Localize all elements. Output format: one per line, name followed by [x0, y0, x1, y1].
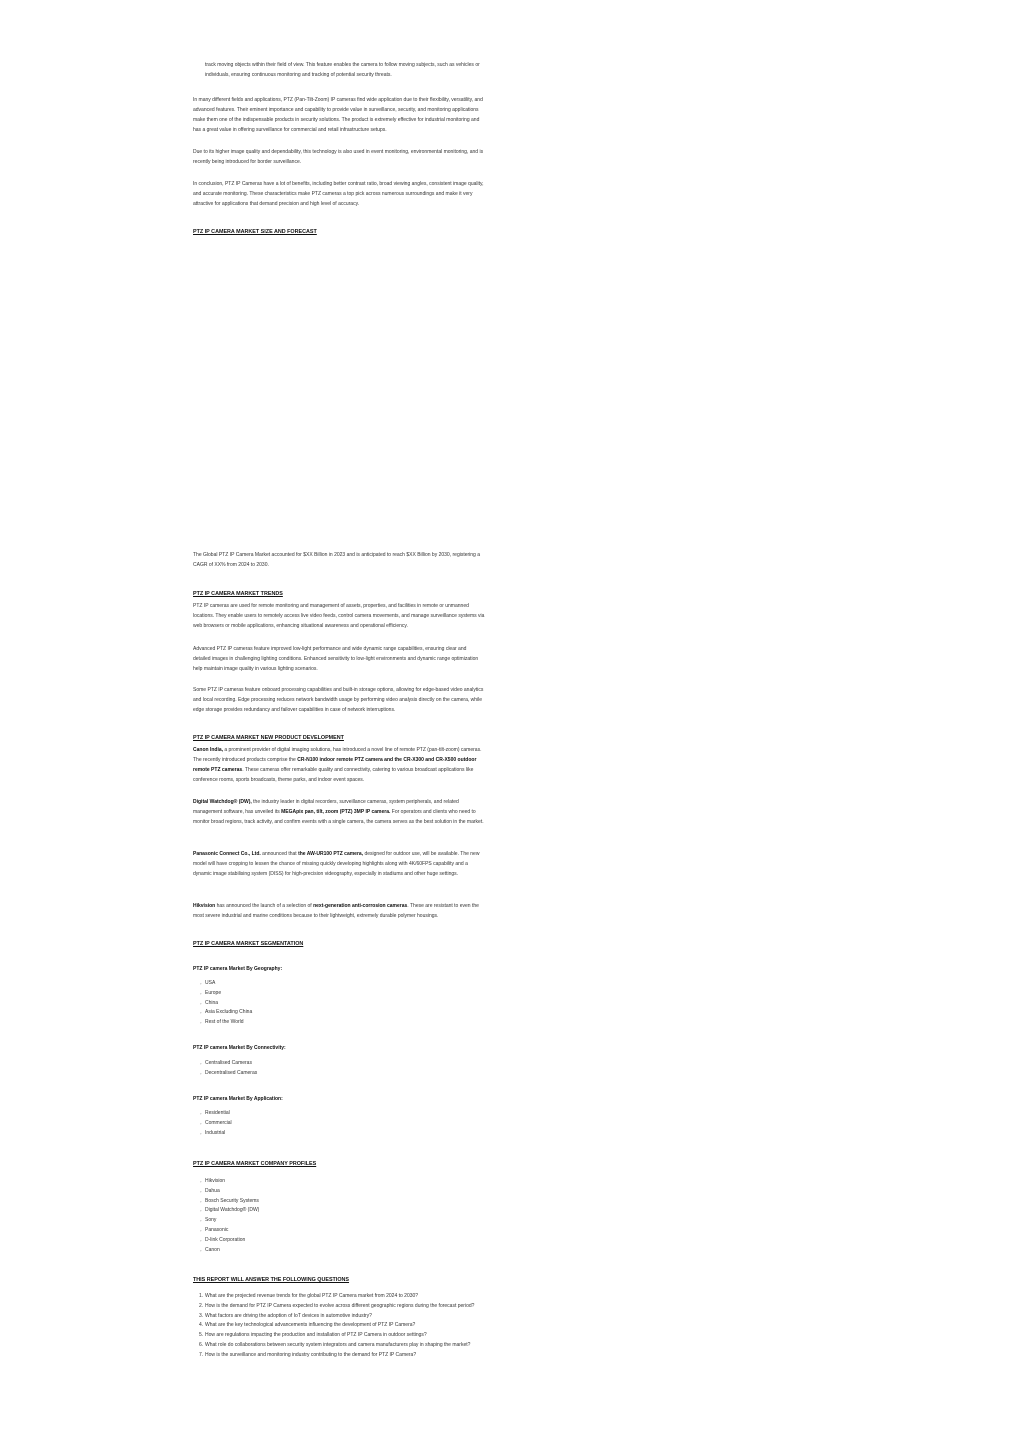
list-item: ◦ Residential [193, 1109, 485, 1119]
list-item: 2. How is the demand for PTZ IP Camera expected to evolve across different geographic regions during the forecast period? [199, 1302, 475, 1309]
connectivity-list [193, 1059, 485, 1079]
geography-subheading: PTZ IP camera Market By Geography: [193, 966, 283, 972]
npd-hikvision-paragraph: Hikvision has announced the launch of a selection of next-generation anti-corrosion cameras. These are resistant to even the most severe industrial and marine conditions because to their lightweight, extremely durable polymer housings. [193, 903, 479, 919]
list-item: ◦ Digital Watchdog® (DW) [193, 1206, 485, 1216]
intro-paragraph-2: Due to its higher image quality and dependability, this technology is also used in event monitoring, environmental monitoring, and is recently being introduced for border surveillance. [193, 149, 484, 165]
npd-panasonic-paragraph: Panasonic Connect Co., Ltd. announced that the AW-UR100 PTZ camera, designed for outdoor use, will be available. The new model will have cropping to lessen the chance of missing quickly developing highlights along with 4K/60FPS capability and a dynamic image stabilising system (DISS) for high-precision videography, especially in stadiums and other huge settings. [193, 851, 480, 877]
list-item: 1. What are the projected revenue trends for the global PTZ IP Camera market from 2024 to 2030? [199, 1293, 419, 1299]
list-item: ◦ Hikvision [193, 1177, 485, 1187]
trends-paragraph-1: PTZ IP cameras are used for remote monitoring and management of assets, properties, and facilities in remote or unmanned locations. They enable users to remotely access live video feeds, control camera movements, and manage surveillance systems via web browsers or mobile applications, enhancing situational awareness and operational efficiency. [193, 603, 485, 629]
trends-paragraph-2: Advanced PTZ IP cameras feature improved low-light performance and wide dynamic range capabilities, ensuring clear and detailed images in challenging lighting conditions. Enhanced sensitivity to low-light environments and dynamic range optimization help maintain image quality in various lighting scenarios. [193, 646, 479, 672]
geography-list [193, 979, 485, 1028]
list-item: 3. What factors are driving the adoption of IoT devices in automotive industry? [199, 1312, 372, 1319]
npd-dw-paragraph: Digital Watchdog® (DW), the industry leader in digital recorders, surveillance cameras, system peripherals, and related management software, has unveiled its MEGApix pan, tilt, zoom (PTZ) 3MP IP camera. For operators and clients who need to monitor broad regions, track activity, and confirm events with a single camera, the camera serves as the best solution in the market. [193, 799, 484, 825]
list-item: ◦ Centralised Cameras [193, 1059, 485, 1069]
trends-paragraph-3: Some PTZ IP cameras feature onboard processing capabilities and built-in storage options, allowing for edge-based video analytics and local recording. Edge processing reduces network bandwidth usage by performing video analysis directly on the camera, while edge storage provides redundancy and failover capabilities in case of network interruptions. [193, 687, 484, 713]
profiles-list [193, 1177, 485, 1255]
npd-canon-paragraph: Canon India, a prominent provider of digital imaging solutions, has introduced a novel line of remote PTZ (pan-tilt-zoom) cameras. The recently introduced products comprise the CR-N100 indoor remote PTZ camera and the CR-X300 and CR-X500 outdoor remote PTZ cameras. These cameras offer remarkable quality and connectivity, catering to various broadcast applications like conference rooms, sports broadcasts, theme parks, and indoor event spaces. [193, 747, 482, 783]
list-item: ◦ Europe [193, 989, 485, 999]
questions-list [193, 1292, 485, 1361]
intro-paragraph-0: track moving objects within their field of view. This feature enables the camera to follow moving subjects, such as vehicles or individuals, ensuring continuous monitoring and tracking of potential security threats. [205, 62, 480, 78]
connectivity-subheading: PTZ IP camera Market By Connectivity: [193, 1045, 286, 1051]
list-item: ◦ USA [193, 979, 485, 989]
list-item: ◦ China [193, 999, 485, 1009]
list-item: 5. How are regulations impacting the production and installation of PTZ IP Camera in outdoor settings? [199, 1332, 427, 1339]
npd-heading: PTZ IP CAMERA MARKET NEW PRODUCT DEVELOPMENT [193, 735, 344, 741]
list-item: 7. How is the surveillance and monitoring industry contributing to the demand for PTZ IP Camera? [199, 1351, 417, 1358]
list-item: ◦ Dahua [193, 1187, 485, 1197]
list-item: ◦ Panasonic [193, 1226, 485, 1236]
intro-paragraph-1: In many different fields and applications, PTZ (Pan-Tilt-Zoom) IP cameras find wide application due to their flexibility, versatility, and advanced features. Their eminent importance and capability to provide value in surveillance, security, and monitoring applications make them one of the indispensable products in security solutions. The product is extremely effective for industrial monitoring and has a great value in offering surveillance for commercial and retail infrastructure setups. [193, 97, 483, 133]
intro-paragraph-3: In conclusion, PTZ IP Cameras have a lot of benefits, including better contrast ratio, broad viewing angles, consistent image quality, and accurate monitoring. These characteristics make PTZ cameras a top pick across numerous surroundings and make it very attractive for applications that demand precision and high level of accuracy. [193, 181, 484, 207]
list-item: ◦ Canon [193, 1246, 485, 1256]
list-item: ◦ Bosch Security Systems [193, 1197, 485, 1207]
size-heading: PTZ IP CAMERA MARKET SIZE AND FORECAST [193, 229, 317, 235]
list-item: ◦ Asia Excluding China [193, 1008, 485, 1018]
segmentation-heading: PTZ IP CAMERA MARKET SEGMENTATION [193, 941, 304, 947]
application-subheading: PTZ IP camera Market By Application: [193, 1096, 283, 1102]
list-item: 6. What role do collaborations between security system integrators and camera manufacturers play in shaping the market? [199, 1341, 471, 1348]
list-item: ◦ Decentralised Cameras [193, 1069, 485, 1079]
list-item: ◦ D-link Corporation [193, 1236, 485, 1246]
trends-heading: PTZ IP CAMERA MARKET TRENDS [193, 591, 283, 597]
questions-heading: THIS REPORT WILL ANSWER THE FOLLOWING QUESTIONS [193, 1277, 350, 1283]
list-item: ◦ Commercial [193, 1119, 485, 1129]
list-item: ◦ Sony [193, 1216, 485, 1226]
size-paragraph: The Global PTZ IP Camera Market accounted for $XX Billion in 2023 and is anticipated to reach $XX Billion by 2030, registering a CAGR of XX% from 2024 to 2030. [193, 552, 481, 568]
profiles-heading: PTZ IP CAMERA MARKET COMPANY PROFILES [193, 1161, 317, 1167]
application-list [193, 1109, 485, 1138]
list-item: ◦ Rest of the World [193, 1018, 485, 1028]
list-item: 4. What are the key technological advancements influencing the development of PTZ IP Camera? [199, 1322, 416, 1329]
list-item: ◦ Industrial [193, 1129, 485, 1139]
